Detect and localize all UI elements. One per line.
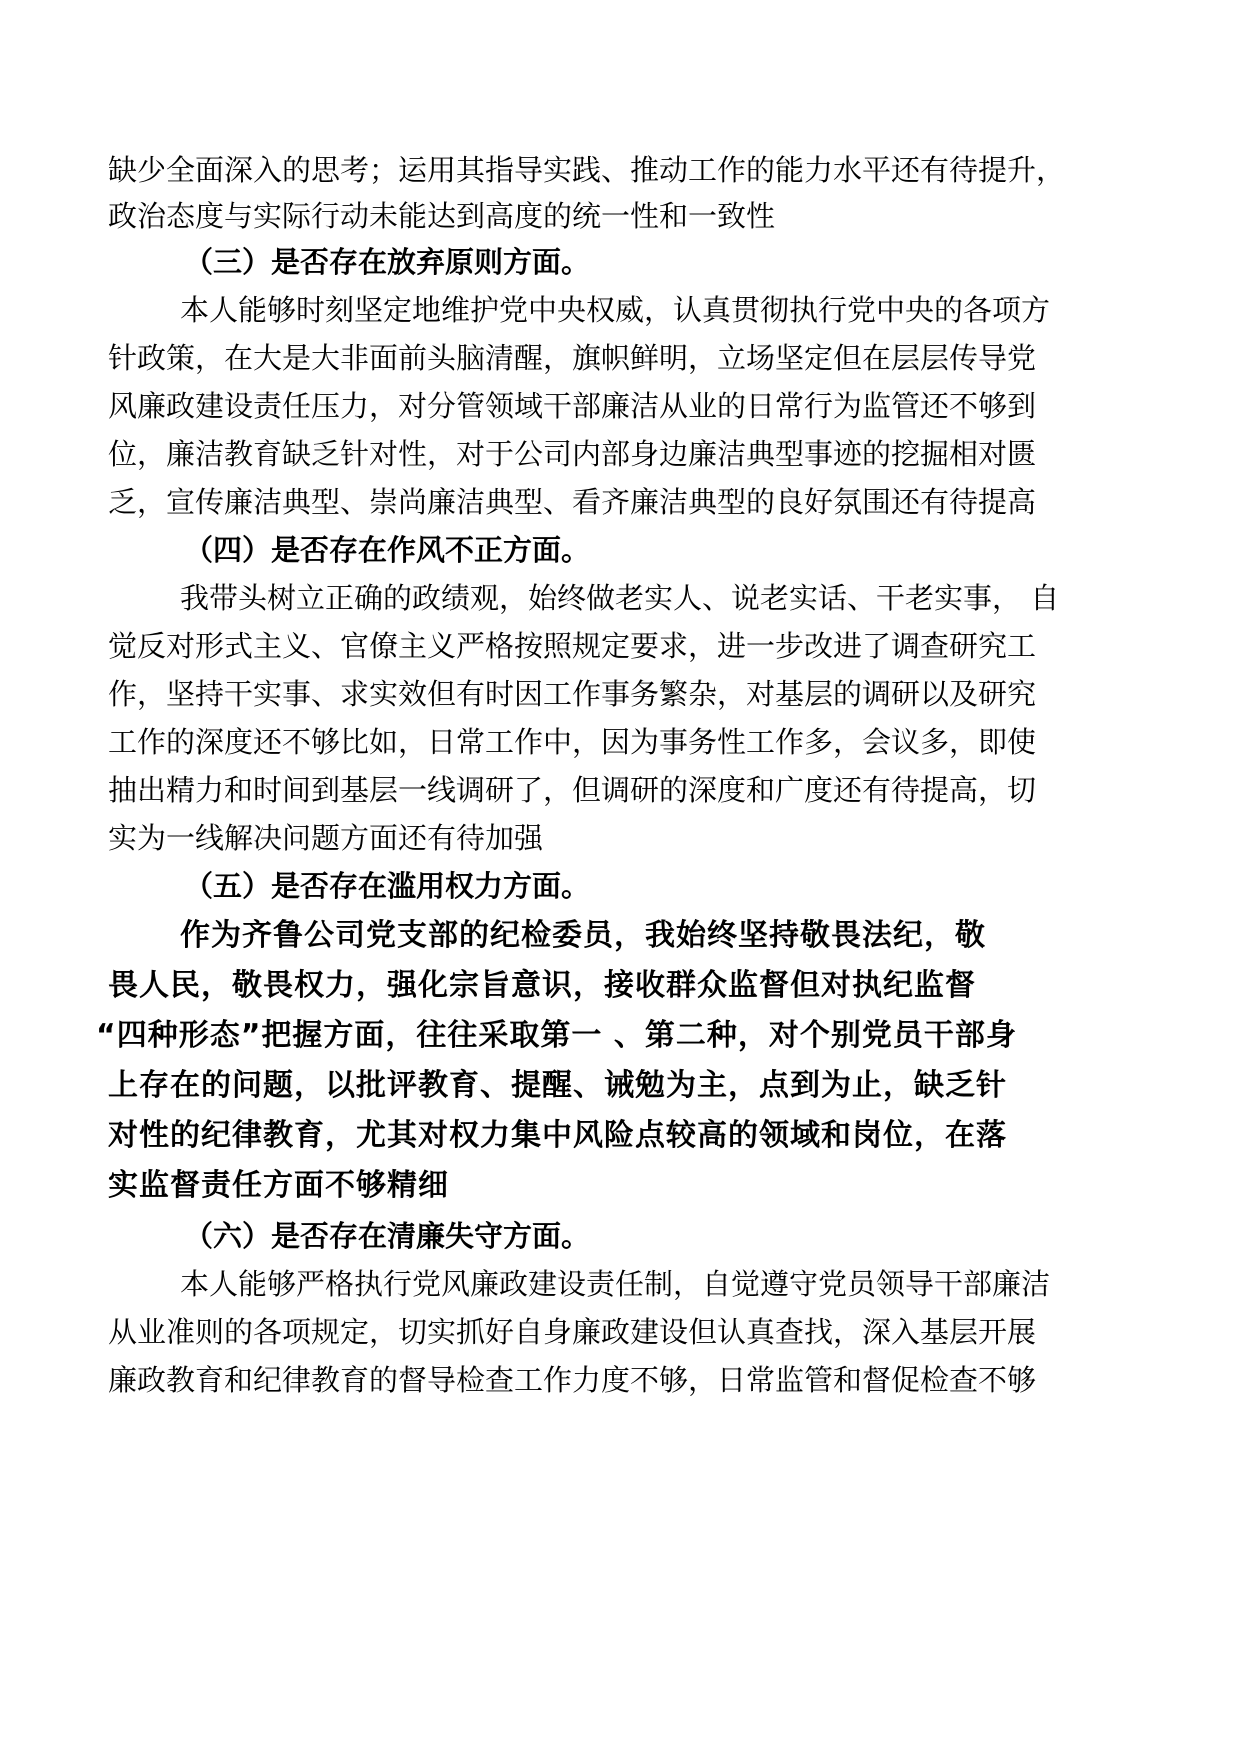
paragraph-line: 位，廉洁教育缺乏针对性，对于公司内部身边廉洁典型事迹的挖掘相对匮 [108, 437, 1037, 471]
paragraph-line-bold: 对性的纪律教育，尤其对权力集中风险点较高的领域和岗位，在落 [108, 1118, 1007, 1153]
paragraph-line-bold: 畏人民，敬畏权力，强化宗旨意识，接收群众监督但对执纪监督 [108, 968, 976, 1003]
section-heading-4: （四）是否存在作风不正方面。 [184, 533, 591, 567]
section-heading-5: （五）是否存在滥用权力方面。 [184, 869, 591, 903]
paragraph-line: 本人能够严格执行党风廉政建设责任制，自觉遵守党员领导干部廉洁 [180, 1267, 1051, 1301]
paragraph-line: 从业准则的各项规定，切实抓好自身廉政建设但认真查找，深入基层开展 [108, 1315, 1037, 1349]
paragraph-line: 缺少全面深入的思考；运用其指导实践、推动工作的能力水平还有待提升， [108, 153, 1066, 187]
paragraph-line: 觉反对形式主义、官僚主义严格按照规定要求，进一步改进了调查研究工 [108, 629, 1037, 663]
paragraph-line: 抽出精力和时间到基层一线调研了，但调研的深度和广度还有待提高，切 [108, 773, 1037, 807]
paragraph-line: 风廉政建设责任压力，对分管领域干部廉洁从业的日常行为监管还不够到 [108, 389, 1037, 423]
paragraph-line: 实为一线解决问题方面还有待加强 [108, 821, 544, 855]
paragraph-line: 我带头树立正确的政绩观，始终做老实人、说老实话、干老实事， 自 [180, 581, 1060, 615]
paragraph-line: 作，坚持干实事、求实效但有时因工作事务繁杂，对基层的调研以及研究 [108, 677, 1037, 711]
paragraph-line: 针政策，在大是大非面前头脑清醒，旗帜鲜明，立场坚定但在层层传导党 [108, 341, 1037, 375]
paragraph-line-bold: 上存在的问题，以批评教育、提醒、诫勉为主，点到为止，缺乏针 [108, 1068, 1007, 1103]
paragraph-line-bold: 作为齐鲁公司党支部的纪检委员，我始终坚持敬畏法纪，敬 [180, 918, 986, 953]
section-heading-3: （三）是否存在放弃原则方面。 [184, 245, 591, 279]
paragraph-line: 廉政教育和纪律教育的督导检查工作力度不够，日常监管和督促检查不够 [108, 1363, 1037, 1397]
section-heading-6: （六）是否存在清廉失守方面。 [184, 1219, 591, 1253]
paragraph-line: 本人能够时刻坚定地维护党中央权威，认真贯彻执行党中央的各项方 [180, 293, 1051, 327]
paragraph-line: 工作的深度还不够比如，日常工作中，因为事务性工作多，会议多，即使 [108, 725, 1037, 759]
paragraph-line: 乏，宣传廉洁典型、崇尚廉洁典型、看齐廉洁典型的良好氛围还有待提高 [108, 485, 1037, 519]
paragraph-line: 政治态度与实际行动未能达到高度的统一性和一致性 [108, 199, 776, 233]
paragraph-line-bold: “四种形态”把握方面，往往采取第一 、第二种，对个别党员干部身 [96, 1018, 1017, 1053]
paragraph-line-bold: 实监督责任方面不够精细 [108, 1168, 449, 1203]
